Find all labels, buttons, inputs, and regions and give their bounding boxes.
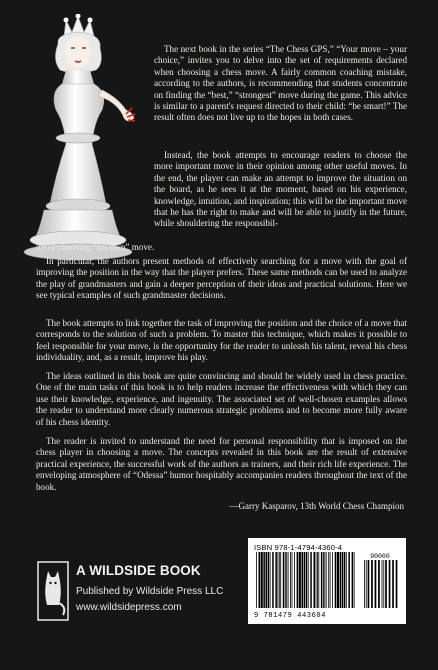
barcode-bar	[306, 552, 308, 608]
barcode-bar	[263, 552, 265, 608]
barcode-bar	[299, 552, 301, 608]
barcode-bar	[304, 552, 306, 608]
publisher-name: A WILDSIDE BOOK	[76, 563, 201, 578]
barcode-bar	[272, 552, 274, 608]
barcode-bar	[354, 552, 355, 608]
barcode-bar	[317, 552, 318, 608]
barcode-bar	[326, 552, 327, 608]
cat-logo-icon	[37, 561, 69, 621]
barcode-bar	[344, 552, 346, 608]
barcode-addon-bar	[392, 560, 394, 608]
barcode-bar	[268, 552, 270, 608]
isbn-text: ISBN 978-1-4794-4360-4	[254, 543, 343, 552]
barcode-bar	[270, 552, 271, 608]
barcode-bar	[346, 552, 347, 608]
barcode-bar	[335, 552, 337, 608]
blurb-paragraph-6: The reader is invited to understand the need for personal responsibility that is imposed on the chess player in choosing a move. The concepts revealed in this book are the result of extensive practical experience, the successful work of the authors as trainers, and their rich life experience. The enveloping atmosphere of “Odessa” humor hospitably accompanies readers throughout the text of the book.	[36, 436, 407, 492]
barcode-bar	[302, 552, 304, 608]
barcode-addon-bar	[375, 560, 377, 608]
barcode-addon-bar	[389, 560, 391, 608]
barcode-addon-bar	[385, 560, 387, 608]
barcode-bar	[279, 552, 280, 608]
barcode-bar	[318, 552, 319, 608]
barcode-bar	[259, 552, 261, 608]
barcode-bar	[285, 552, 286, 608]
barcode-bar	[288, 552, 289, 608]
barcode-bar	[342, 552, 344, 608]
barcode-bar	[316, 552, 317, 608]
barcode-addon-bar	[366, 560, 367, 608]
blurb-paragraph-2: Instead, the book attempts to encourage readers to choose the more important move in their opinion among other useful moves. In the end, the player can make an attempt to improve the situation on the board, as he sees it at the moment, based on his experience, knowledge, intuition, and inspiration; this will be the important move that he has the right to make and will be able to justify in the future, while shouldering the responsibil-	[154, 150, 407, 229]
barcode-bar	[352, 552, 354, 608]
barcode-bar	[280, 552, 281, 608]
barcode-bar	[321, 552, 323, 608]
barcode-bar	[283, 552, 285, 608]
chess-queen-illustration	[6, 14, 156, 264]
barcode-addon-bar	[382, 560, 383, 608]
barcode-addon-bar	[396, 560, 398, 608]
barcode-bar	[328, 552, 329, 608]
publisher-url: www.wildsidepress.com	[76, 602, 182, 613]
blurb-paragraph-5: The ideas outlined in this book are quite convincing and should be widely used in chess practice. One of the main tasks of this book is to help readers increase the effectiveness with which they can use their knowledge, experience, and ingenuity. The associated set of well-chosen examples allows the reader to understand more clearly numerous strategic problems and to become more fully aware of his chess identity.	[36, 371, 407, 427]
barcode-bar	[275, 552, 277, 608]
barcode-bar	[294, 552, 295, 608]
barcode-bar	[256, 552, 257, 608]
blurb-paragraph-1: The next book in the series “The Chess GPS,” “Your move – your choice,” invites you to delve into the set of requirements declared when choosing a chess move. A fairly common coaching mistake, according to the authors, is recommending that students concentrate on finding the “best,” “strongest” move during the game. This advice is similar to a parent's request directed to their child: “be smart!” The result often does not live up to the hopes in both cases.	[154, 44, 407, 123]
endorsement-signature: —Garry Kasparov, 13th World Chess Champion	[229, 501, 404, 511]
barcode-bar	[290, 552, 291, 608]
barcode-addon-bar	[383, 560, 384, 608]
barcode-bar	[292, 552, 293, 608]
barcode-bar	[323, 552, 324, 608]
barcode-bar	[261, 552, 263, 608]
barcode-addon-digits: 90000	[370, 553, 390, 560]
barcode-bar	[308, 552, 309, 608]
barcode-digits: 9 781479 443604	[254, 612, 327, 620]
blurb-paragraph-3: In particular, the authors present methods of effectively searching for a move with the goal of improving the position in the way that the player prefers. These same methods can be used to analyze the play of grandmasters and gain a deeper perception of their ideas and practical solutions. Here we see typical examples of such grandmaster decisions.	[36, 256, 407, 301]
barcode-bar	[314, 552, 316, 608]
ean-barcode	[254, 552, 400, 612]
barcode-addon-bar	[378, 560, 380, 608]
barcode-addon-bar	[364, 560, 365, 608]
blurb-paragraph-2-continuation: ity of choosing “his own” move.	[36, 242, 155, 252]
barcode-bar	[337, 552, 339, 608]
barcode-panel	[248, 538, 406, 624]
barcode-bar	[340, 552, 342, 608]
barcode-bar	[324, 552, 325, 608]
published-by-line: Published by Wildside Press LLC	[76, 586, 224, 597]
barcode-bar	[348, 552, 350, 608]
barcode-bar	[330, 552, 331, 608]
barcode-bar	[286, 552, 287, 608]
barcode-bar	[278, 552, 279, 608]
blurb-paragraph-4: The book attempts to link together the task of improving the position and the choice of a move that corresponds to the solution of such a problem. To master this technique, which makes it possible to feel responsible for your move, is the opportunity for the reader to unleash his talent, reveal his chess individuality, and, as a result, improve his play.	[36, 318, 407, 363]
barcode-bar	[310, 552, 312, 608]
barcode-addon-bar	[371, 560, 373, 608]
barcode-addon-bar	[368, 560, 370, 608]
barcode-bar	[332, 552, 333, 608]
barcode-bar	[297, 552, 299, 608]
barcode-bar	[266, 552, 268, 608]
